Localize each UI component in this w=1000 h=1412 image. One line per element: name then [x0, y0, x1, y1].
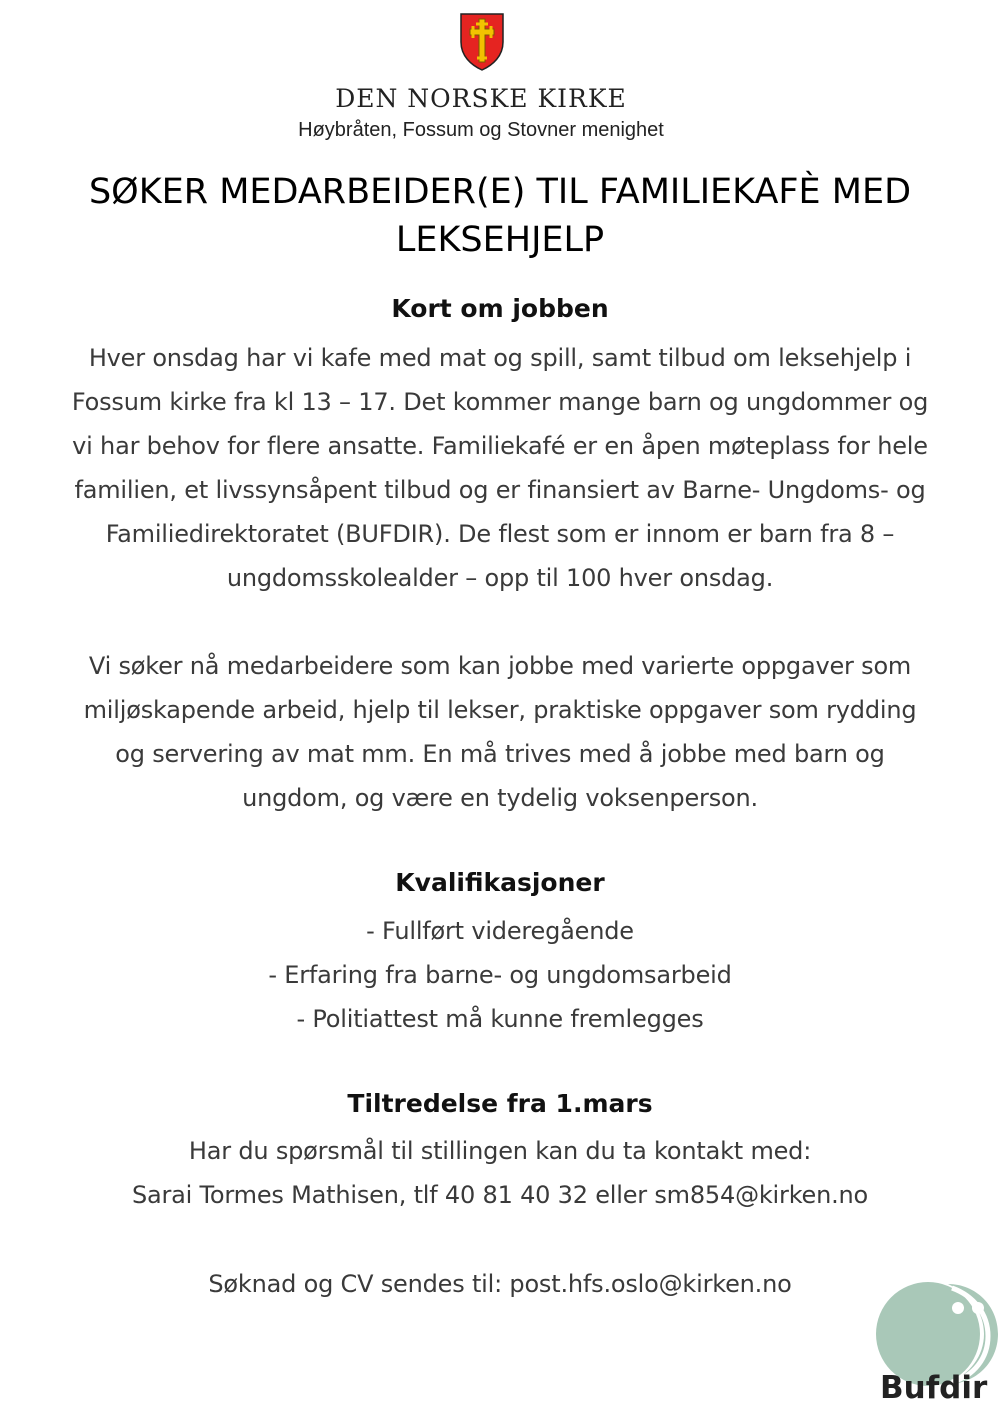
- job-heading: Kort om jobben: [391, 294, 609, 323]
- church-shield-cross-icon: [459, 12, 505, 72]
- org-name: DEN NORSKE KIRKE: [335, 84, 627, 113]
- text-line: Vi søker nå medarbeidere som kan jobbe med varierte oppgaver som: [88, 652, 912, 680]
- qualifications-heading: Kvalifikasjoner: [395, 868, 605, 897]
- text-line: Fossum kirke fra kl 13 – 17. Det kommer mange barn og ungdommer og: [71, 388, 929, 416]
- contact-info: [0, 1129, 1000, 1217]
- text-line: familien, et livssynsåpent tilbud og er finansiert av Barne- Ungdoms- og: [74, 476, 926, 504]
- title-line: SØKER MEDARBEIDER(E) TIL FAMILIEKAFÈ MED: [88, 172, 912, 212]
- text-line: Familiedirektoratet (BUFDIR). De flest som er innom er barn fra 8 –: [105, 520, 895, 548]
- text-line: Har du spørsmål til stillingen kan du ta kontakt med:: [188, 1137, 812, 1165]
- text-line: ungdom, og være en tydelig voksenperson.: [242, 784, 758, 812]
- list-item: - Politiattest må kunne fremlegges: [296, 1005, 704, 1033]
- qualifications-list: [0, 909, 1000, 1041]
- list-item: - Erfaring fra barne- og ungdomsarbeid: [268, 961, 732, 989]
- text-line: vi har behov for flere ansatte. Familiekafé er en åpen møteplass for hele: [72, 432, 928, 460]
- text-line: miljøskapende arbeid, hjelp til lekser, praktiske oppgaver som rydding: [83, 696, 917, 724]
- title-line: LEKSEHJELP: [395, 220, 605, 260]
- contact-line: Sarai Tormes Mathisen, tlf 40 81 40 32 eller sm854@kirken.no: [131, 1181, 869, 1209]
- job-requirements: [0, 644, 1000, 820]
- list-item: - Fullført videregående: [366, 917, 634, 945]
- text-line: Hver onsdag har vi kafe med mat og spill, samt tilbud om leksehjelp i: [88, 344, 912, 372]
- text-line: og servering av mat mm. En må trives med å jobbe med barn og: [115, 740, 885, 768]
- application-line: Søknad og CV sendes til: post.hfs.oslo@kirken.no: [208, 1270, 792, 1298]
- bufdir-logo-text: Bufdir: [880, 1370, 988, 1406]
- parish-name: Høybråten, Fossum og Stovner menighet: [298, 119, 664, 141]
- job-description: [0, 336, 1000, 600]
- page-title: [0, 168, 1000, 264]
- start-heading: Tiltredelse fra 1.mars: [347, 1089, 653, 1118]
- text-line: ungdomsskolealder – opp til 100 hver onsdag.: [226, 564, 774, 592]
